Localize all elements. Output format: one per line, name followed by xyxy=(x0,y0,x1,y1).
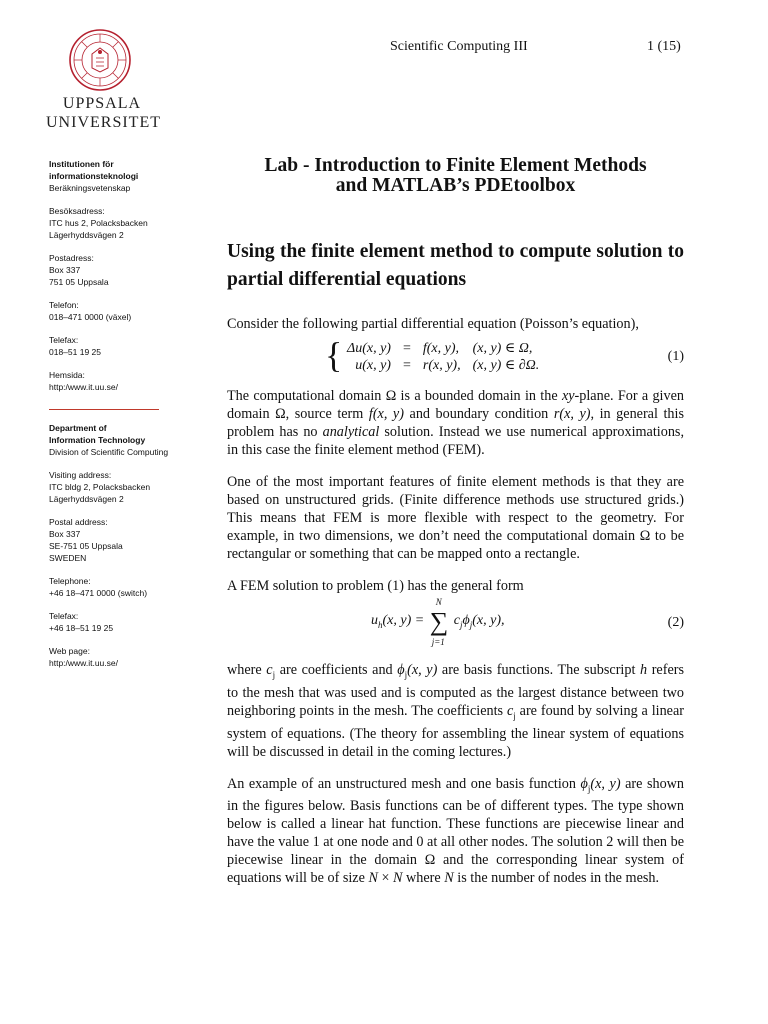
sum-upper: N xyxy=(435,597,442,607)
sidebar-divider xyxy=(49,409,159,410)
math-run: c xyxy=(506,702,514,719)
math-run: u xyxy=(371,613,378,628)
sidebar-line: +46 18–51 19 25 xyxy=(49,623,114,633)
institution-sidebar xyxy=(49,158,199,680)
lab-title-line1: Lab - Introduction to Finite Element Methods xyxy=(264,155,647,176)
math-run: (x, y) = xyxy=(382,613,425,628)
sidebar-line: ITC bldg 2, Polacksbacken xyxy=(49,482,151,492)
text-run: and boundary condition xyxy=(403,406,554,422)
sidebar-line: Box 337 xyxy=(49,265,81,275)
fem-solution-paragraph: A FEM solution to problem (1) has the general form xyxy=(227,578,524,594)
sidebar-line: Visiting address: xyxy=(49,470,112,480)
sidebar-line: Postadress: xyxy=(49,253,94,263)
domain-paragraph xyxy=(227,387,684,459)
text-run: × xyxy=(377,870,394,887)
eq-cell: (x, y) ∈ ∂Ω. xyxy=(472,358,540,373)
math-run: f(x, y) xyxy=(368,406,404,422)
sidebar-block xyxy=(49,252,199,288)
math-sub: j xyxy=(469,619,473,630)
intro-paragraph: Consider the following partial differential equation (Poisson’s equation), xyxy=(227,316,639,332)
math-sub: j xyxy=(404,669,408,680)
sidebar-block xyxy=(49,422,199,458)
coefficients-paragraph xyxy=(227,661,684,761)
text-run: solution. Instead we use numerical approximations, in this case the finite element method (FEM). xyxy=(227,424,684,458)
text-run: is the number of nodes in the mesh. xyxy=(453,870,660,887)
equation-row xyxy=(341,340,545,357)
equation-number: (2) xyxy=(667,615,684,630)
math-run: (x, y) xyxy=(590,775,621,792)
university-wordmark xyxy=(46,94,161,132)
math-sub: h xyxy=(378,619,383,630)
sidebar-block xyxy=(49,369,199,393)
emphasis-run: analytical xyxy=(322,424,380,440)
sidebar-line: Lägerhyddsvägen 2 xyxy=(49,230,124,240)
text-run: -plane. For a given domain Ω, source term xyxy=(227,388,684,422)
text-run: are coefficients and xyxy=(275,662,398,678)
eq-cell: = xyxy=(402,358,411,373)
math-run: ϕ xyxy=(397,662,405,678)
fem-features-paragraph: One of the most important features of finite element methods is that they are based on unstructured grids. (Finite difference methods use structured grids.) This means that FEM is more flexible with respect to the geometry. For example, in two dimensions, we don’t need the computational domain Ω to be rectangular or something that can be mapped onto a rectangle. xyxy=(227,474,684,562)
basis-function-paragraph xyxy=(227,775,684,888)
sidebar-english-info xyxy=(49,422,199,669)
sidebar-line: informationsteknologi xyxy=(49,171,139,181)
math-run: (x, y), xyxy=(472,613,505,628)
sidebar-line: Lägerhyddsvägen 2 xyxy=(49,494,124,504)
main-content xyxy=(227,156,684,887)
lab-title xyxy=(227,156,684,196)
text-run: are shown in the figures below. Basis functions can be of different types. The type shown below is called a linear hat function. These functions are piecewise linear and have the value 1 at one node and 0 at all other nodes. The solution 2 will then be piecewise linear in the domain Ω and the corresponding linear system of equations will be of size xyxy=(227,775,685,887)
equation-2 xyxy=(227,597,684,661)
sidebar-line: Besöksadress: xyxy=(49,206,105,216)
sidebar-line: +46 18–471 0000 (switch) xyxy=(49,588,148,598)
sidebar-line: Division of Scientific Computing xyxy=(49,447,169,457)
sidebar-line: 751 05 Uppsala xyxy=(49,277,109,287)
text-run: An example of an unstructured mesh and one basis function xyxy=(227,775,581,792)
sidebar-block xyxy=(49,610,199,634)
equation-number: (1) xyxy=(667,349,684,364)
math-run: ϕ xyxy=(580,775,588,792)
math-sub: j xyxy=(587,783,591,794)
course-name: Scientific Computing III xyxy=(390,39,528,54)
equation-brace: { xyxy=(325,335,343,375)
summation-symbol: ∑ N j=1 xyxy=(429,597,449,647)
math-sub: j xyxy=(459,619,463,630)
sidebar-line: Hemsida: xyxy=(49,370,85,380)
sidebar-line: Institutionen för xyxy=(49,159,114,169)
sidebar-line: Beräkningsvetenskap xyxy=(49,183,131,193)
text-run: where xyxy=(227,662,267,678)
section-title: Using the finite element method to compute solution to partial differential equations xyxy=(227,241,684,290)
sidebar-line: Telephone: xyxy=(49,576,91,586)
text-run: are basis functions. The subscript xyxy=(437,662,640,678)
sidebar-block xyxy=(49,158,199,194)
equation-row xyxy=(341,357,545,374)
sidebar-line[interactable]: http:/www.it.uu.se/ xyxy=(49,382,118,392)
lab-title-line2: and MATLAB’s PDEtoolbox xyxy=(335,175,576,196)
sidebar-line: Box 337 xyxy=(49,529,81,539)
sidebar-line: Telefon: xyxy=(49,300,79,310)
text-run: The computational domain Ω is a bounded domain in the xyxy=(227,388,562,404)
eq-cell: u(x, y) xyxy=(355,358,391,373)
text-run: , in general this problem has no xyxy=(227,406,684,440)
math-sub: j xyxy=(272,669,276,680)
page-number: 1 (15) xyxy=(647,39,681,54)
sum-lower: j=1 xyxy=(431,637,445,647)
sidebar-block xyxy=(49,645,199,669)
sidebar-line: 018–51 19 25 xyxy=(49,347,101,357)
sidebar-line[interactable]: http:/www.it.uu.se/ xyxy=(49,658,118,668)
sidebar-block xyxy=(49,334,199,358)
sidebar-line: 018–471 0000 (växel) xyxy=(49,312,132,322)
math-run: N xyxy=(444,870,454,887)
math-run: c xyxy=(266,662,273,678)
eq-cell: (x, y) ∈ Ω, xyxy=(472,341,533,356)
text-run: are found by solving a linear system of equations. (The theory for assembling the linear system of equations will be discussed in detail in the coming lectures.) xyxy=(227,702,685,760)
eq-cell: = xyxy=(402,341,411,356)
math-run: r(x, y) xyxy=(553,406,591,422)
sidebar-line: Telefax: xyxy=(49,611,79,621)
sidebar-line: SWEDEN xyxy=(49,553,87,563)
university-seal-logo xyxy=(68,28,132,92)
equation-2-body xyxy=(371,597,505,647)
sidebar-swedish-info xyxy=(49,158,199,393)
university-name-line2: UNIVERSITET xyxy=(46,114,161,131)
math-run: N xyxy=(368,870,378,887)
sidebar-line: Telefax: xyxy=(49,335,79,345)
university-name-line1: UPPSALA xyxy=(62,95,142,112)
equation-1 xyxy=(227,335,684,379)
sidebar-block xyxy=(49,205,199,241)
sidebar-line: ITC hus 2, Polacksbacken xyxy=(49,218,148,228)
sidebar-line: Information Technology xyxy=(49,435,146,445)
eq-cell: r(x, y), xyxy=(422,358,461,373)
math-run: h xyxy=(640,662,648,678)
math-run: N xyxy=(393,870,403,887)
sidebar-line: Web page: xyxy=(49,646,90,656)
math-sub: j xyxy=(513,710,516,721)
sidebar-block xyxy=(49,299,199,323)
eq-cell: f(x, y), xyxy=(422,341,460,356)
text-run: refers to the mesh that was used and is computed as the largest distance between two neighboring points in the mesh. The coefficients xyxy=(227,662,684,719)
sidebar-line: SE-751 05 Uppsala xyxy=(49,541,123,551)
sidebar-block xyxy=(49,469,199,505)
math-run: c xyxy=(453,613,460,628)
text-run: where xyxy=(402,870,445,887)
math-run: xy xyxy=(561,388,575,404)
math-run: ϕ xyxy=(462,613,470,628)
eq-cell: Δu(x, y) xyxy=(347,341,391,356)
sidebar-block xyxy=(49,575,199,599)
math-run: (x, y) xyxy=(407,662,438,678)
sidebar-block xyxy=(49,516,199,564)
sidebar-line: Postal address: xyxy=(49,517,108,527)
sidebar-line: Department of xyxy=(49,423,107,433)
equation-1-table xyxy=(341,340,545,374)
